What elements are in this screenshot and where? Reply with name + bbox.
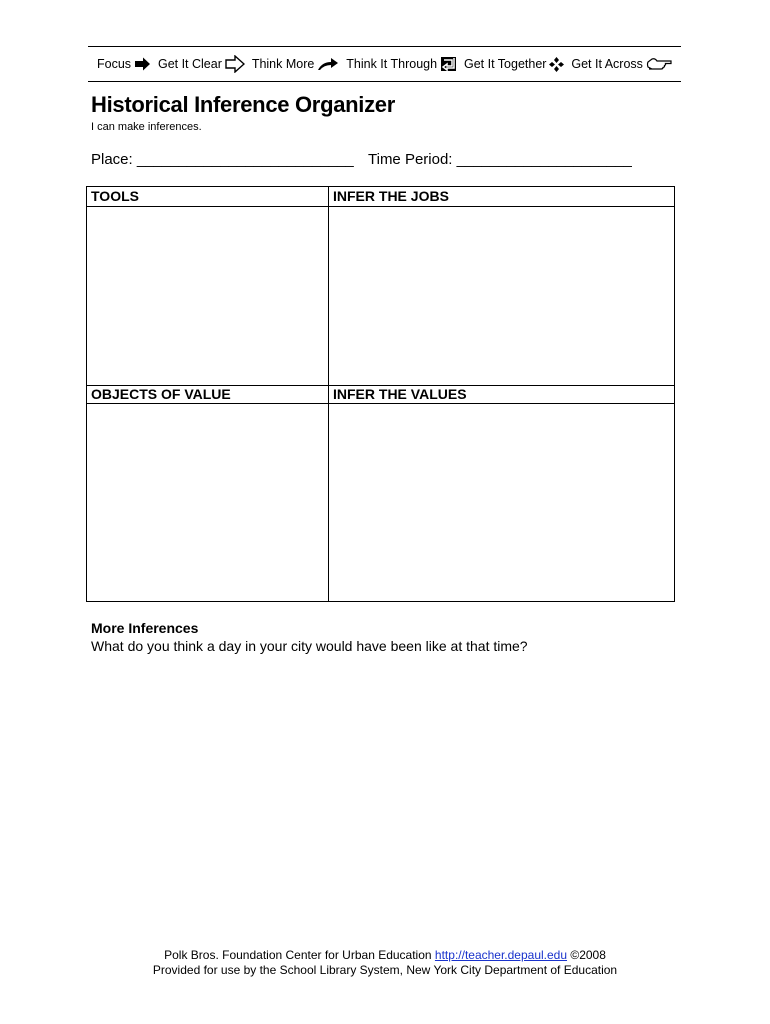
process-step-label: Get It Across xyxy=(571,57,643,71)
infer-values-header: INFER THE VALUES xyxy=(333,386,467,402)
process-step-get-it-together xyxy=(464,57,564,72)
page-subtitle: I can make inferences. xyxy=(91,121,202,133)
more-inferences-heading: More Inferences xyxy=(91,620,199,636)
process-step-label: Get It Clear xyxy=(157,57,222,71)
infer-jobs-header: INFER THE JOBS xyxy=(333,188,449,204)
footer-org: Polk Bros. Foundation Center for Urban Education xyxy=(164,948,435,962)
process-step-think-more xyxy=(252,57,340,71)
table-divider-header-top xyxy=(87,206,674,207)
process-step-get-it-across xyxy=(571,57,672,71)
process-step-focus xyxy=(97,57,151,71)
more-inferences-question: What do you think a day in your city would have been like at that time? xyxy=(91,638,528,654)
footer-copyright: ©2008 xyxy=(567,948,606,962)
process-strip xyxy=(88,46,681,82)
footer-link[interactable]: http://teacher.depaul.edu xyxy=(434,948,568,962)
process-step-think-it-through xyxy=(346,56,457,72)
inference-table xyxy=(86,186,675,602)
pointing-hand-icon xyxy=(646,57,672,71)
page-title: Historical Inference Organizer xyxy=(91,92,395,117)
curved-arrow-icon xyxy=(317,57,339,71)
footer-line-2: Provided for use by the School Library System, New York City Department of Education xyxy=(152,963,618,977)
table-divider-header-bottom xyxy=(87,403,674,404)
table-divider-vertical xyxy=(328,187,329,601)
process-step-label: Think It Through xyxy=(346,57,438,71)
footer-line-1 xyxy=(0,948,770,962)
place-field: Place: __________________________ xyxy=(91,151,354,168)
four-diamonds-icon xyxy=(549,57,564,72)
time-period-field: Time Period: _____________________ xyxy=(368,151,632,168)
tools-header: TOOLS xyxy=(91,188,139,204)
return-arrow-icon xyxy=(440,56,457,72)
objects-of-value-header: OBJECTS OF VALUE xyxy=(91,386,231,402)
arrow-right-filled-icon xyxy=(134,57,151,71)
process-step-label: Focus xyxy=(97,57,132,71)
process-step-label: Get It Together xyxy=(463,57,547,71)
process-step-get-it-clear xyxy=(158,55,245,73)
arrow-right-outline-icon xyxy=(225,55,245,73)
process-step-label: Think More xyxy=(251,57,315,71)
